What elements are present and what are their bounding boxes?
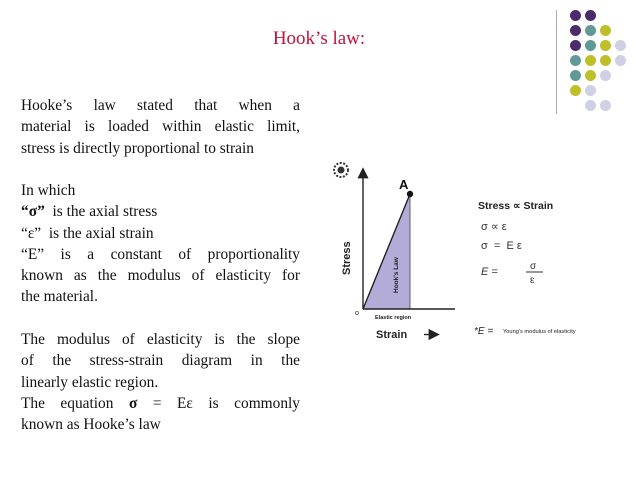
epsilon-symbol: “ε” bbox=[21, 224, 42, 242]
paragraph-line: linearly elastic region. bbox=[21, 373, 159, 391]
x-axis-label: Strain bbox=[376, 329, 408, 341]
decor-dot bbox=[585, 10, 596, 21]
decor-dot bbox=[570, 85, 581, 96]
formula-title: Stress ∝ Strain bbox=[478, 200, 554, 212]
decor-dot bbox=[585, 25, 596, 36]
decor-dot bbox=[570, 55, 581, 66]
footnote-text: Young's modulus of elasticity bbox=[503, 329, 576, 335]
decor-dot bbox=[600, 70, 611, 81]
paragraph-line bbox=[21, 393, 300, 414]
sigma-desc: is the axial stress bbox=[44, 203, 158, 221]
decor-dot bbox=[600, 25, 611, 36]
sigma-symbol: σ bbox=[128, 394, 138, 412]
decor-dot bbox=[585, 40, 596, 51]
paragraph-line: material is loaded within elastic limit, bbox=[21, 118, 300, 136]
formula-e-denominator: ε bbox=[530, 275, 535, 286]
decor-dot bbox=[600, 55, 611, 66]
point-a-label: A bbox=[399, 177, 409, 192]
decor-dot bbox=[570, 25, 581, 36]
formula-e-lhs: E = bbox=[481, 266, 498, 278]
formula-hooke: σ = E ε bbox=[481, 240, 522, 252]
decor-dot bbox=[615, 40, 626, 51]
paragraph-line: Hooke’s law stated that when a bbox=[21, 97, 300, 114]
paragraph-line: known as the modulus of elasticity for bbox=[21, 267, 300, 285]
decor-dot bbox=[570, 10, 581, 21]
paragraph-modulus bbox=[21, 329, 300, 435]
paragraph-line bbox=[21, 201, 300, 222]
paragraph-variables bbox=[21, 180, 300, 308]
origin-label: o bbox=[355, 310, 359, 317]
decor-dot bbox=[600, 100, 611, 111]
decor-dot bbox=[585, 85, 596, 96]
elastic-region-label: Elastic region bbox=[375, 315, 412, 321]
decor-dot bbox=[585, 55, 596, 66]
decor-dot bbox=[585, 70, 596, 81]
footnote-prefix: *E = bbox=[474, 326, 494, 337]
paragraph-line bbox=[21, 223, 300, 244]
decor-dot bbox=[600, 40, 611, 51]
paragraph-line: of the stress-strain diagram in the bbox=[21, 352, 300, 370]
sigma-symbol: “σ” bbox=[21, 203, 45, 221]
stress-strain-figure bbox=[333, 158, 603, 358]
decor-dot bbox=[570, 40, 581, 51]
epsilon-desc: is the axial strain bbox=[41, 224, 154, 242]
formula-proportional: σ ∝ ε bbox=[481, 221, 507, 233]
gear-logo-icon bbox=[334, 163, 348, 177]
slide-title: Hook’s law: bbox=[272, 28, 366, 49]
decor-dot bbox=[615, 55, 626, 66]
equation-text-a: The equation bbox=[21, 394, 129, 412]
paragraph-line: “E” is a constant of proportionality bbox=[21, 245, 300, 263]
decor-dots bbox=[0, 0, 638, 120]
paragraph-line: In which bbox=[21, 182, 76, 199]
formula-e-numerator: σ bbox=[530, 261, 537, 272]
equation-text-b: = Eε is commonly bbox=[137, 394, 300, 412]
paragraph-line: stress is directly proportional to strain bbox=[21, 139, 254, 157]
paragraph-line: known as Hooke’s law bbox=[21, 416, 161, 434]
hookes-law-label: Hook's Law bbox=[393, 257, 400, 293]
paragraph-line: the material. bbox=[21, 288, 98, 306]
y-axis-label: Stress bbox=[341, 241, 353, 275]
decor-dot bbox=[570, 70, 581, 81]
decor-dot bbox=[585, 100, 596, 111]
paragraph-line: The modulus of elasticity is the slope bbox=[21, 331, 300, 348]
